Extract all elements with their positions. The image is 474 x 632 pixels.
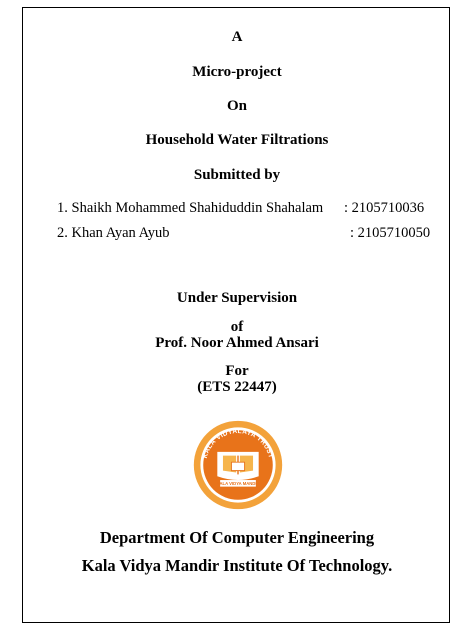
submitted-by-heading: Submitted by [193,167,281,183]
member-1-roll: : 2105710036 [344,200,425,216]
book-emblem-icon [217,452,258,480]
title-on: On [226,98,247,114]
project-topic: Household Water Filtrations [145,132,329,148]
of-text: of [230,319,244,335]
title-micro-project: Micro-project [192,64,282,80]
institute-logo [191,418,285,512]
department-name: Department Of Computer Engineering [99,528,375,547]
for-text: For [225,363,249,379]
member-2-name: 2. Khan Ayan Ayub [57,225,170,241]
member-1-name: 1. Shaikh Mohammed Shahiduddin Shahalam [57,200,324,216]
under-supervision-heading: Under Supervision [176,290,298,306]
title-a: A [231,29,243,45]
logo-ring-text: KALA VIDYALAYA TRUST [201,427,275,460]
institute-name: Kala Vidya Mandir Institute Of Technology. [81,556,393,575]
logo-inner-text: KALA VIDYA MANDIR [216,481,260,487]
course-code: (ETS 22447) [197,379,277,395]
supervisor-name: Prof. Noor Ahmed Ansari [155,335,319,351]
member-2-roll: : 2105710050 [350,225,431,241]
